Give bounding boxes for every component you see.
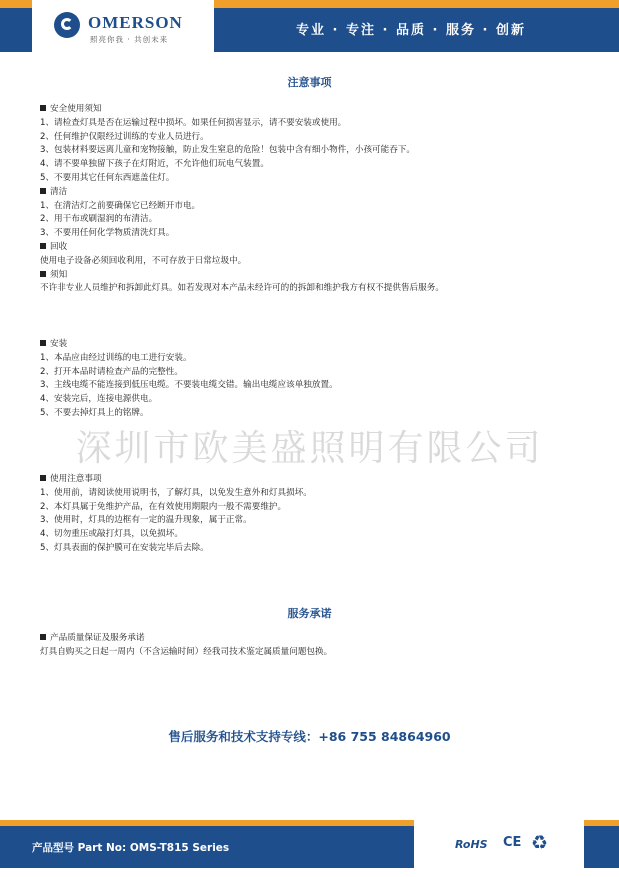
section-heading: 须知 (40, 269, 444, 283)
list-item: 1、在清洁灯之前要确保它已经断开市电。 (40, 200, 201, 211)
list-item: 5、灯具表面的保护膜可在安装完毕后去除。 (40, 542, 209, 553)
list-item: 1、使用前，请阅读使用说明书，了解灯具，以免发生意外和灯具损坏。 (40, 487, 312, 498)
list-item: 3、不要用任何化学物质清洗灯具。 (40, 228, 175, 239)
list-item: 2、用干布或刷湿润的布清洁。 (40, 214, 158, 225)
list-item: 1、本品应由经过训练的电工进行安装。 (40, 352, 192, 363)
bullet-square-icon (40, 475, 46, 481)
list-item: 3、包装材料要远离儿童和宠物接触，防止发生窒息的危险！包装中含有细小物件，小孩可能吞下。 (40, 145, 416, 156)
section-heading: 安装 (40, 338, 338, 352)
section-heading: 产品质量保证及服务承诺 (40, 632, 332, 646)
bullet-square-icon (40, 105, 46, 111)
list-item: 4、切勿重压或敲打灯具，以免损坏。 (40, 529, 183, 540)
section-heading: 安全使用须知 (40, 103, 444, 117)
support-hotline: 售后服务和技术支持专线：+86 755 84864960 (168, 729, 451, 744)
page-footer (0, 820, 619, 868)
list-item: 4、请不要单独留下孩子在灯附近，不允许他们玩电气装置。 (40, 159, 269, 170)
brand-name: OMERSON (88, 13, 183, 32)
list-item: 3、主线电缆不能连接到低压电缆。不要装电缆交错。输出电缆应该单独放置。 (40, 380, 338, 391)
bullet-square-icon (40, 634, 46, 640)
ce-mark: CE (503, 835, 522, 850)
list-item: 5、不要去掉灯具上的铭牌。 (40, 407, 149, 418)
section-safety (40, 103, 444, 296)
brand-logo-icon (54, 12, 80, 38)
section-heading: 回收 (40, 241, 444, 255)
list-item: 5、不要用其它任何东西遮盖住灯。 (40, 172, 175, 183)
bullet-square-icon (40, 340, 46, 346)
list-item: 不许非专业人员维护和拆卸此灯具。如若发现对本产品未经许可的的拆卸和维护我方有权不提供售后服务。 (40, 283, 444, 294)
recycle-icon: ♻ (531, 832, 549, 854)
section-usage (40, 473, 312, 556)
list-item: 2、打开本品时请检查产品的完整性。 (40, 366, 183, 377)
list-item: 1、请检查灯具是否在运输过程中损坏。如果任何损害显示，请不要安装或使用。 (40, 117, 347, 128)
service-title: 服务承诺 (287, 607, 332, 620)
brand-tagline: 照亮你我 · 共创未来 (90, 35, 169, 44)
section-warranty (40, 632, 332, 660)
certification-panel (414, 820, 584, 868)
list-item: 4、安装完后，连接电源供电。 (40, 394, 158, 405)
notice-title: 注意事项 (287, 76, 332, 89)
section-heading: 使用注意事项 (40, 473, 312, 487)
section-heading: 清洁 (40, 186, 444, 200)
list-item: 2、本灯具属于免维护产品，在有效使用期限内一般不需要维护。 (40, 501, 287, 512)
page-header (0, 0, 619, 52)
bullet-square-icon (40, 188, 46, 194)
header-slogan: 专业 · 专注 · 品质 · 服务 · 创新 (296, 23, 526, 38)
company-watermark: 深圳市欧美盛照明有限公司 (75, 428, 544, 469)
list-item: 2、任何维护仅限经过训练的专业人员进行。 (40, 131, 209, 142)
bullet-square-icon (40, 271, 46, 277)
bullet-square-icon (40, 243, 46, 249)
section-install (40, 338, 338, 421)
list-item: 使用电子设备必须回收利用，不可存放于日常垃圾中。 (40, 255, 247, 266)
part-number: 产品型号 Part No: OMS-T815 Series (32, 842, 230, 854)
rohs-mark: RoHS (455, 838, 488, 851)
list-item: 3、使用时，灯具的边框有一定的温升现象，属于正常。 (40, 515, 252, 526)
list-item: 灯具自购买之日起一周内（不含运输时间）经我司技术鉴定属质量问题包换。 (40, 646, 333, 657)
